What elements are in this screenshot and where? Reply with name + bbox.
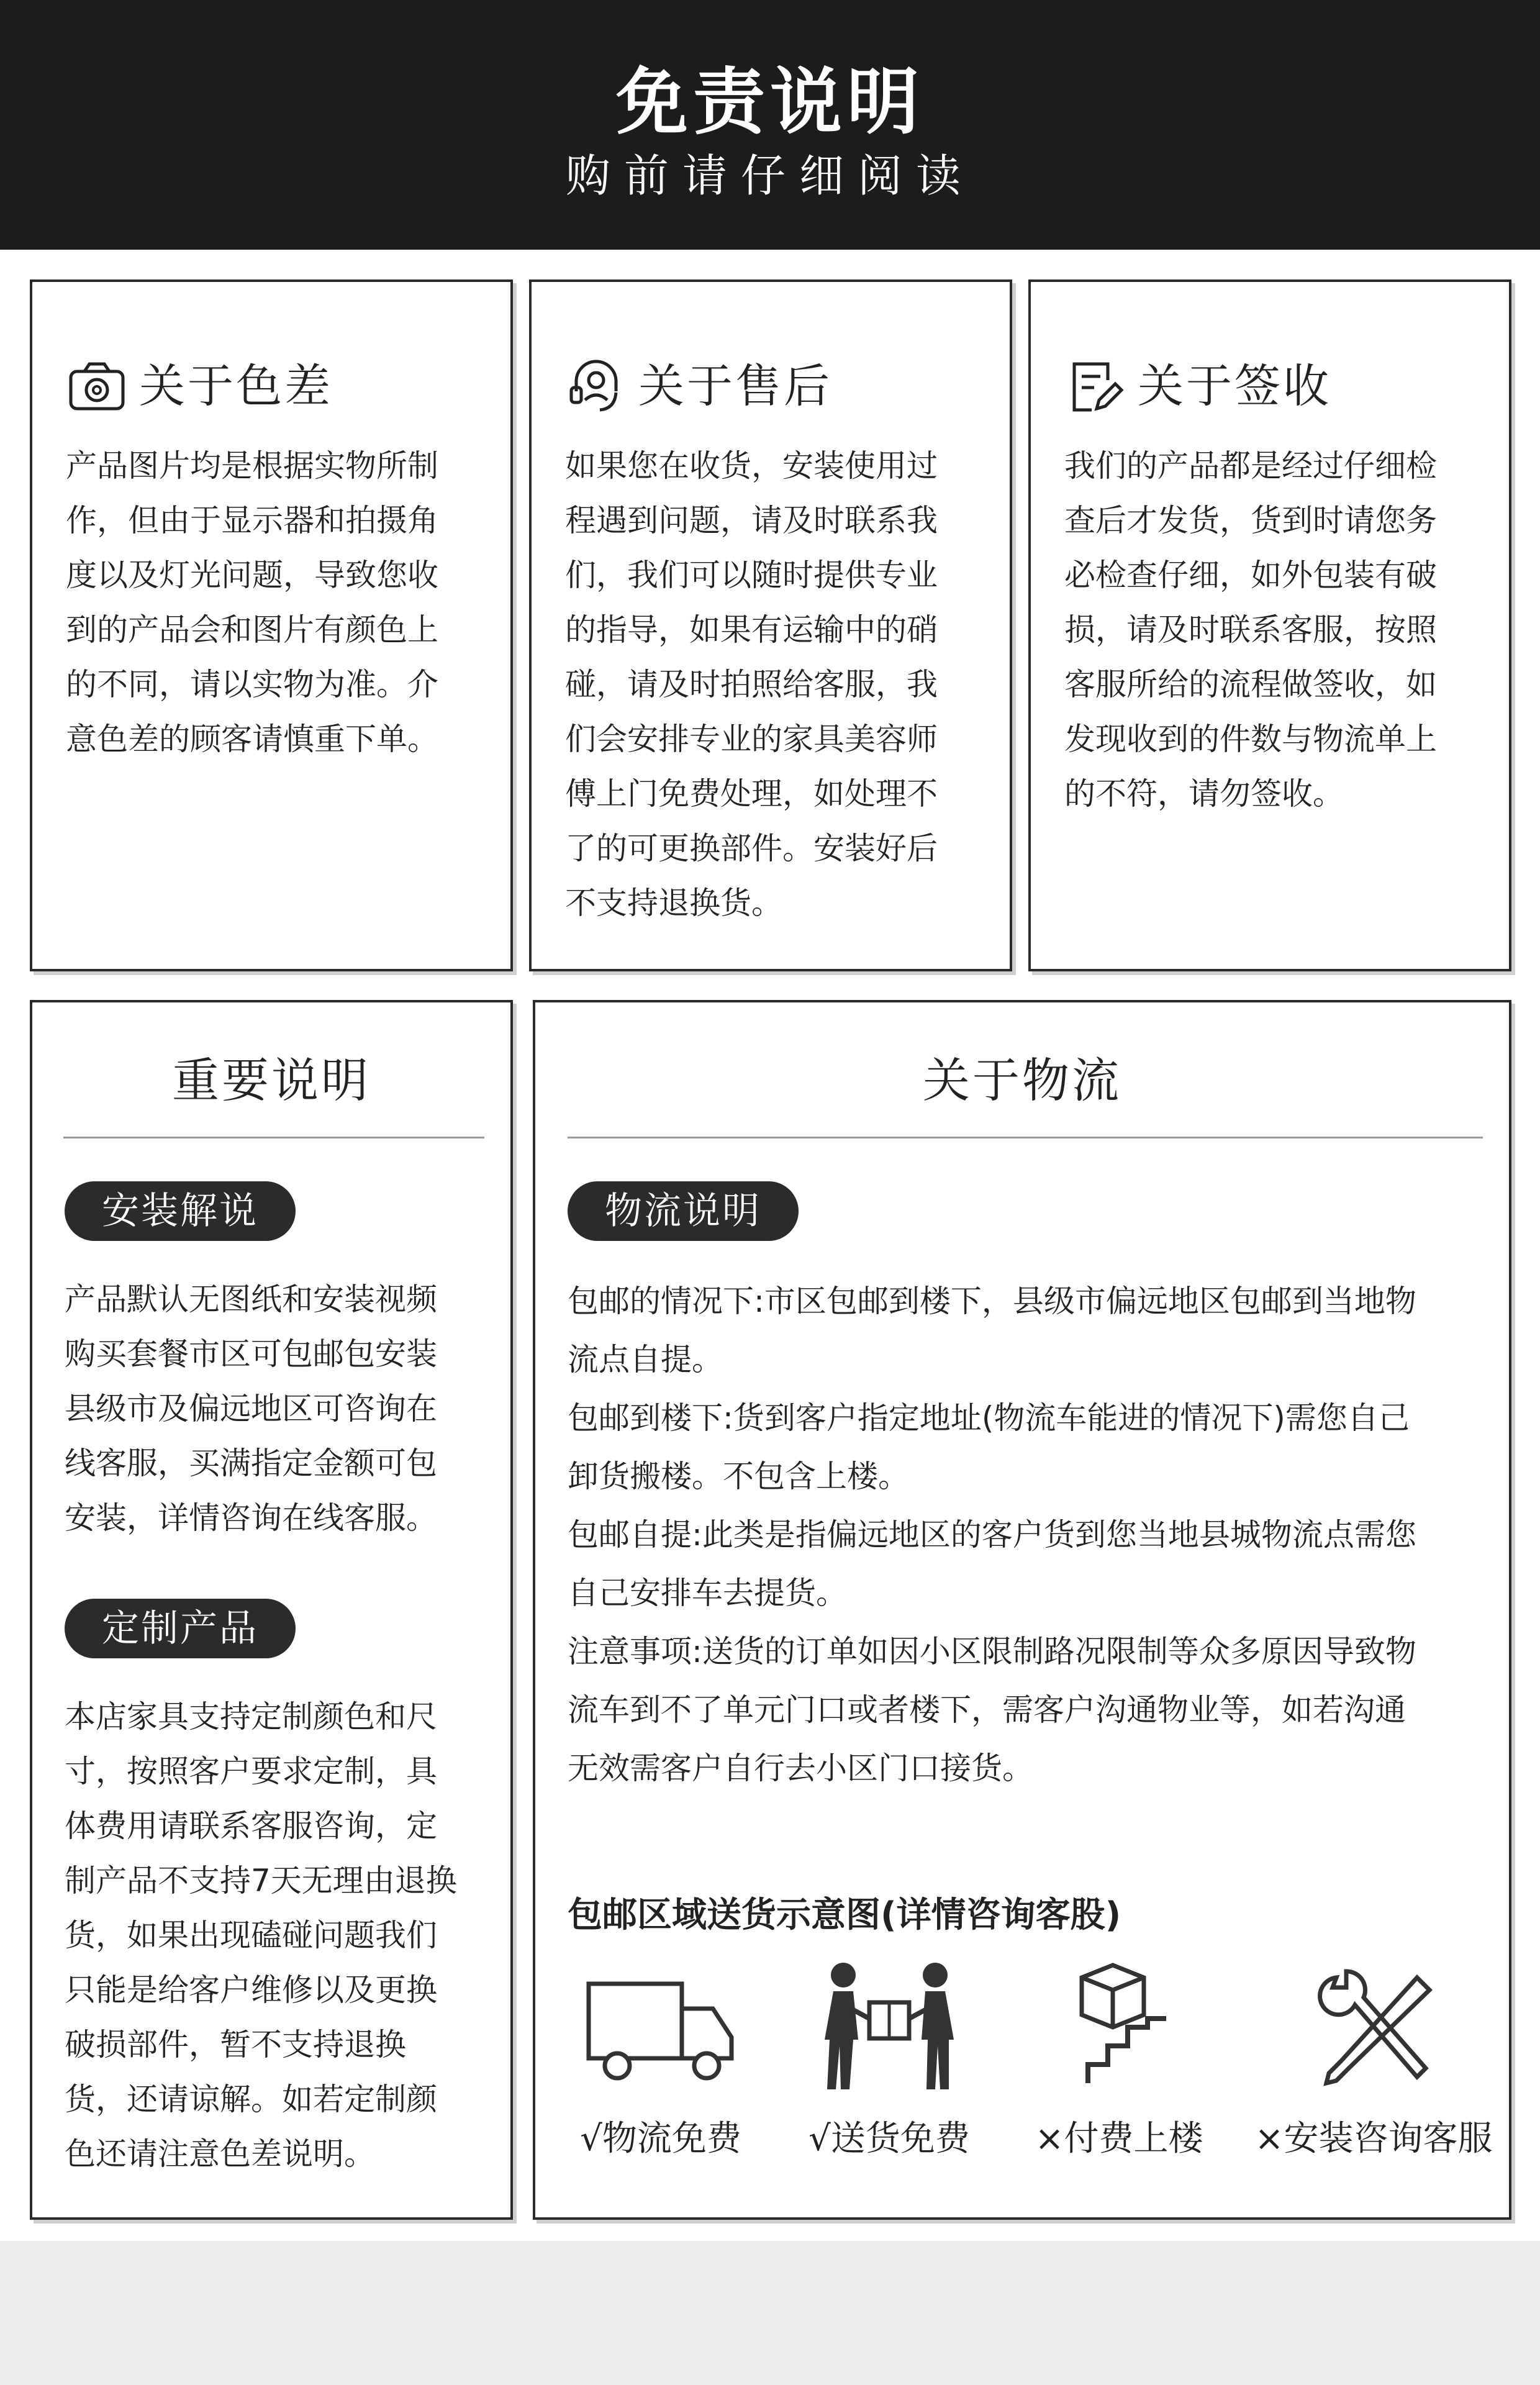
card-text: 我们的产品都是经过仔细检 查后才发货，货到时请您务 必检查仔细，如外包装有破 损，请及时联系客服，按照 客服所给的流程做签收，如 发现收到的件数与物流单上 的不符，请勿签收。 (1064, 448, 1437, 812)
install-text: 产品默认无图纸和安装视频 购买套餐市区可包邮包安装 县级市及偏远地区可咨询在 线客服，买满指定金额可包 安装，详情咨询在线客服。 (65, 1281, 437, 1536)
page-title: 免责说明 (616, 60, 924, 144)
header-banner (0, 0, 1540, 250)
service-label: ×付费上楼 (1035, 2119, 1203, 2159)
logistics-line: 包邮的情况下:市区包邮到楼下，县级市偏远地区包邮到当地物 (568, 1283, 1416, 1319)
service-label: √送货免费 (808, 2119, 970, 2159)
logistics-card (533, 1000, 1511, 2220)
delivery-people-icon (808, 1959, 970, 2102)
divider (63, 1137, 484, 1138)
logistics-line: 卸货搬楼。不包含上楼。 (568, 1458, 909, 1494)
card-text: 产品图片均是根据实物所制 作，但由于显示器和拍摄角 度以及灯光问题，导致您收 到的产品会和图片有颜色上 的不同，请以实物为准。介 意色差的顾客请慎重下单。 (66, 448, 438, 757)
service-free-logistics (549, 1959, 772, 2164)
after-sales-card (529, 279, 1012, 971)
color-difference-card (30, 279, 513, 971)
divider (568, 1137, 1483, 1138)
service-installation-consult (1249, 1959, 1498, 2164)
logistics-line: 流点自提。 (568, 1342, 723, 1378)
logistics-line: 包邮自提:此类是指偏远地区的客户货到您当地县城物流点需您 (568, 1517, 1416, 1553)
card-title: 关于签收 (1138, 360, 1331, 413)
card-title: 关于色差 (139, 360, 333, 413)
page-subtitle: 购前请仔细阅读 (565, 150, 974, 202)
headset-icon (565, 355, 627, 417)
logistics-line: 自己安排车去提货。 (568, 1575, 847, 1611)
section-title: 关于物流 (923, 1053, 1121, 1108)
tools-icon (1293, 1959, 1454, 2102)
service-label: ×安装咨询客服 (1254, 2119, 1493, 2159)
logistics-line: 包邮到楼下:货到客户指定地址(物流车能进的情况下)需您自己 (568, 1400, 1410, 1436)
custom-text: 本店家具支持定制颜色和尺 寸，按照客户要求定制，具 体费用请联系客服咨询，定 制产品不支持7天无理由退换 货，如果出现磕碰问题我们 只能是给客户维修以及更换 破损部件，暂不支持退换 货，还请谅解。如若定制颜 色还请注意色差说明。 (65, 1699, 457, 2172)
install-badge: 安装解说 (65, 1181, 296, 1241)
truck-icon (580, 1959, 741, 2102)
camera-icon (66, 355, 128, 417)
service-label: √物流免费 (580, 2119, 741, 2159)
custom-badge: 定制产品 (65, 1599, 296, 1658)
logistics-line: 流车到不了单元门口或者楼下，需客户沟通物业等，如若沟通 (568, 1692, 1406, 1728)
sign-icon (1064, 355, 1126, 417)
card-title: 关于售后 (638, 360, 832, 413)
logistics-line: 注意事项:送货的订单如因小区限制路况限制等众多原因导致物 (568, 1633, 1416, 1670)
card-text: 如果您在收货，安装使用过 程遇到问题，请及时联系我 们，我们可以随时提供专业 的指导，如果有运输中的硝 碰，请及时拍照给客服，我 们会安排专业的家具美容师 傅上门免费处理，如处理不 了的可更换部件。安装好后 不支持退换货。 (565, 448, 938, 921)
signing-card (1028, 279, 1511, 971)
section-title: 重要说明 (172, 1053, 371, 1108)
box-stairs-icon (1038, 1959, 1200, 2102)
service-paid-upstairs (1007, 1959, 1231, 2164)
logistics-line: 无效需客户自行去小区门口接货。 (568, 1750, 1033, 1786)
delivery-map-title: 包邮区域送货示意图(详情咨询客股) (568, 1895, 1121, 1935)
logistics-badge: 物流说明 (568, 1181, 799, 1241)
important-notes-card (30, 1000, 513, 2220)
service-free-delivery (777, 1959, 1001, 2164)
